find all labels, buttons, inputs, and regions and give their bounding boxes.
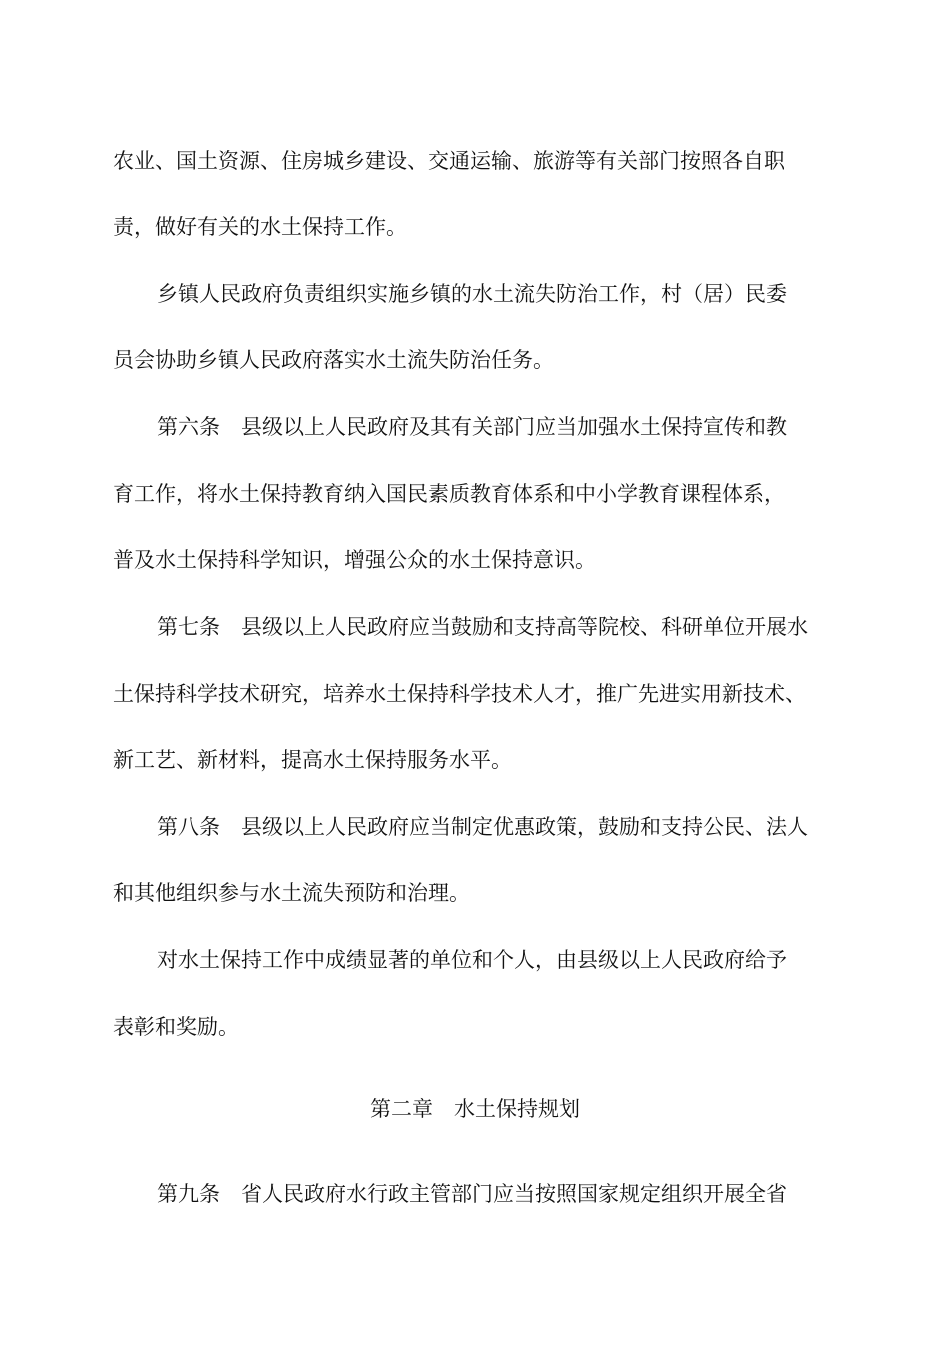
paragraph-line: 乡镇人民政府负责组织实施乡镇的水土流失防治工作，村（居）民委 [157, 282, 787, 306]
paragraph-line: 责，做好有关的水土保持工作。 [113, 215, 407, 239]
paragraph-line: 农业、国土资源、住房城乡建设、交通运输、旅游等有关部门按照各自职 [113, 149, 785, 173]
paragraph-line: 育工作，将水土保持教育纳入国民素质教育体系和中小学教育课程体系， [113, 482, 785, 506]
chapter-heading: 第二章 水土保持规划 [370, 1097, 580, 1121]
paragraph-line: 土保持科学技术研究，培养水土保持科学技术人才，推广先进实用新技术、 [113, 682, 806, 706]
paragraph-line: 表彰和奖励。 [113, 1015, 239, 1039]
paragraph-line: 普及水土保持科学知识，增强公众的水土保持意识。 [113, 548, 596, 572]
paragraph-line: 对水土保持工作中成绩显著的单位和个人，由县级以上人民政府给予 [157, 948, 787, 972]
paragraph-line: 和其他组织参与水土流失预防和治理。 [113, 881, 470, 905]
paragraph-line: 新工艺、新材料，提高水土保持服务水平。 [113, 748, 512, 772]
article-8-line: 第八条 县级以上人民政府应当制定优惠政策，鼓励和支持公民、法人 [157, 815, 808, 839]
paragraph-line: 员会协助乡镇人民政府落实水土流失防治任务。 [113, 348, 554, 372]
article-7-line: 第七条 县级以上人民政府应当鼓励和支持高等院校、科研单位开展水 [157, 615, 808, 639]
article-6-line: 第六条 县级以上人民政府及其有关部门应当加强水土保持宣传和教 [157, 415, 787, 439]
article-9-line: 第九条 省人民政府水行政主管部门应当按照国家规定组织开展全省 [157, 1182, 787, 1206]
